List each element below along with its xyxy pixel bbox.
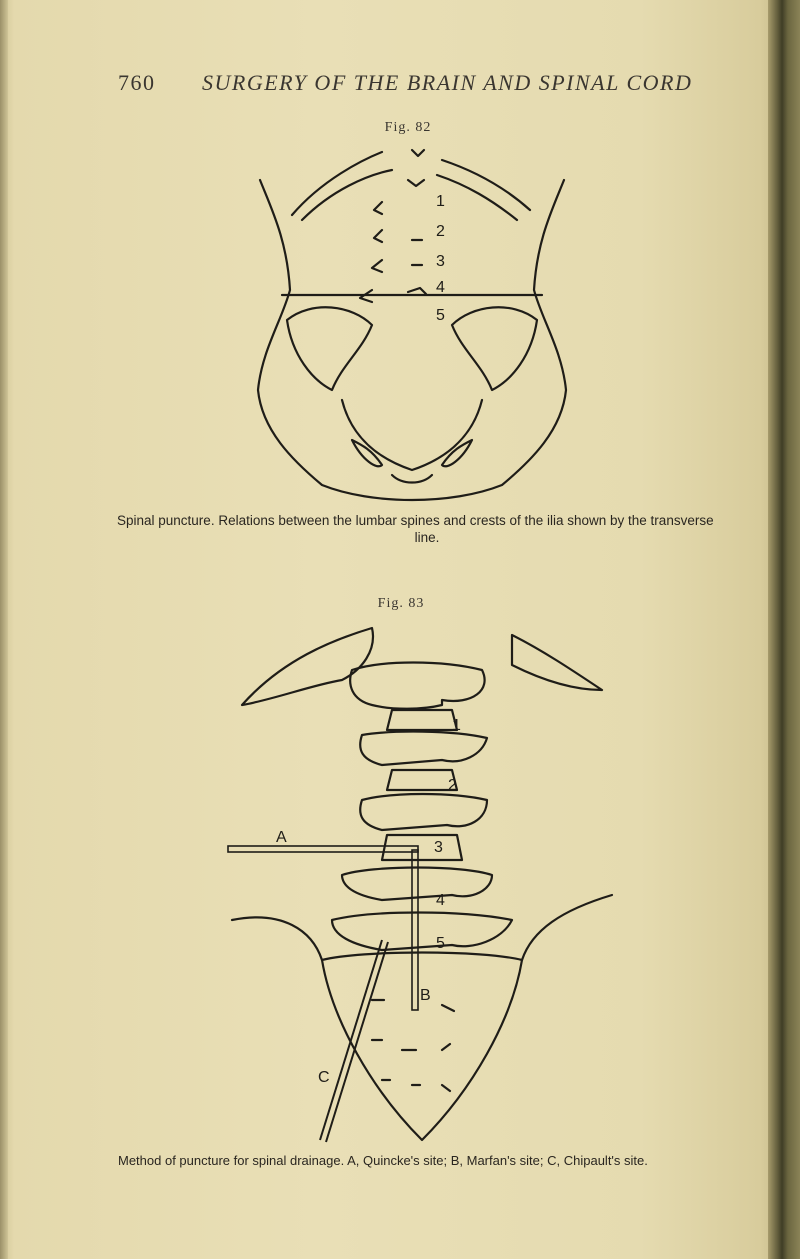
fig83-site-a: A [276, 829, 287, 846]
page-number: 760 [118, 70, 156, 95]
figure-83-illustration [222, 620, 622, 1150]
fig82-label-5: 5 [436, 307, 445, 324]
fig83-vertebra-1: 1 [452, 717, 461, 734]
figure-82-caption-line1: Spinal puncture. Relations between the lumbar spines and crests of the ilia shown by the transverse [117, 513, 714, 528]
figure-83-label: Fig. 83 [377, 596, 425, 611]
fig83-vertebra-5: 5 [436, 935, 445, 952]
fig83-vertebra-3: 3 [434, 839, 443, 856]
fig83-site-b: B [420, 987, 431, 1004]
fig82-label-1: 1 [436, 193, 445, 210]
running-title: SURGERY OF THE BRAIN AND SPINAL CORD [202, 70, 693, 95]
fig83-site-c: C [318, 1069, 330, 1086]
fig82-label-3: 3 [436, 253, 445, 270]
figure-82-illustration [232, 140, 592, 510]
page-gutter-left [0, 0, 8, 1259]
page-edge-right [768, 0, 800, 1259]
figure-82-caption [117, 512, 737, 546]
fig83-vertebra-4: 4 [436, 892, 445, 909]
fig82-label-2: 2 [436, 223, 445, 240]
figure-83-caption: Method of puncture for spinal drainage. A, Quincke's site; B, Marfan's site; C, Chipault's site. [118, 1153, 648, 1168]
figure-82-caption-line2: line. [414, 530, 440, 545]
figure-82-label: Fig. 82 [384, 120, 432, 135]
fig82-label-4: 4 [436, 279, 445, 296]
fig83-vertebra-2: 2 [448, 777, 457, 794]
